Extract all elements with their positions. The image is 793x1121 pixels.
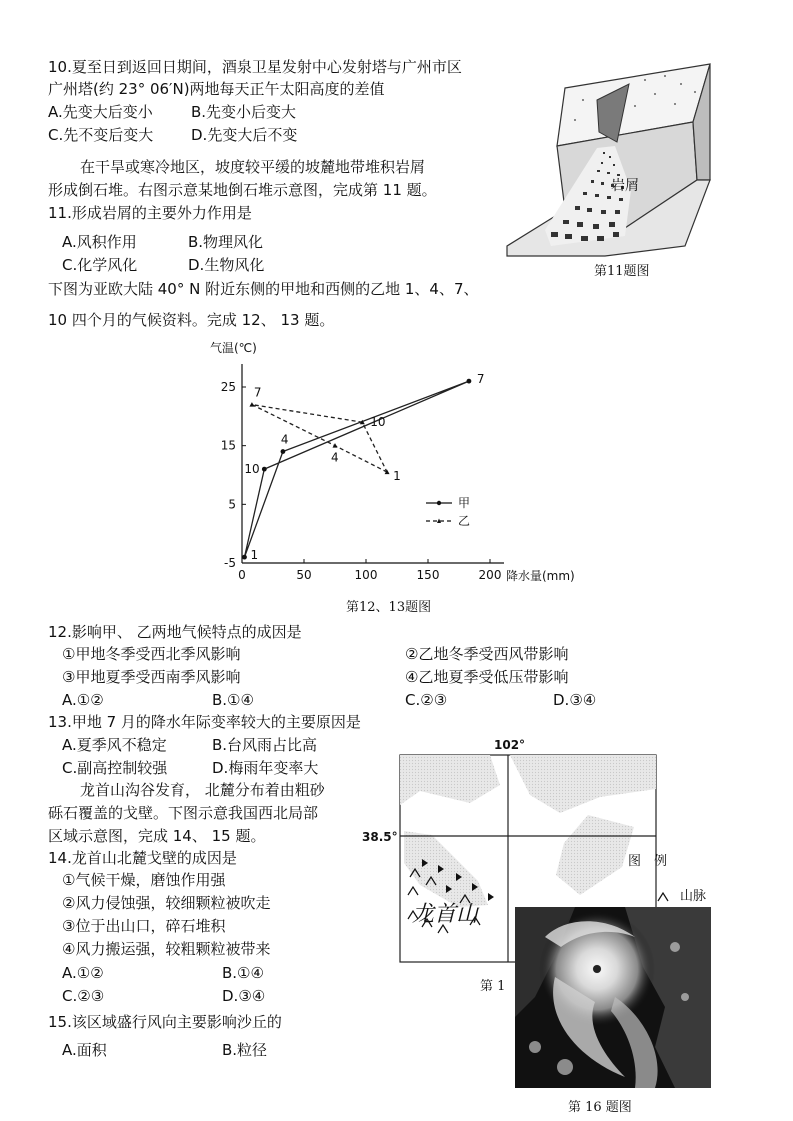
passage11-line1: 在干旱或寒冷地区，坡度较平缓的坡麓地带堆积岩屑 [80,158,426,176]
x-tick-label: 50 [296,568,312,582]
q13-option-c: C.副高控制较强 [62,759,168,777]
q14-statement-2: ②风力侵蚀强，较细颗粒被吹走 [62,894,271,912]
passage12-line2: 10 四个月的气候资料。完成 12、 13 题。 [48,311,335,329]
scree-label: 岩屑 [611,178,639,194]
data-point-triangle [249,402,254,407]
q13-option-a: A.夏季风不稳定 [62,736,167,754]
q11-option-c: C.化学风化 [62,256,138,274]
q14-option-a: A.①② [62,964,104,982]
data-point-dot [262,467,267,472]
month-label: 4 [280,432,289,447]
mountain-name: 龙首山 [412,902,479,927]
climate-chart [200,338,600,598]
q10-option-c: C.先不变后变大 [48,126,154,144]
legend-marker [437,501,441,505]
fig16-caption: 第 16 题图 [568,1100,632,1115]
q14-statement-4: ④风力搬运强，较粗颗粒被带来 [62,940,271,958]
longitude-label: 102° [494,738,526,752]
passage14-line2: 砾石覆盖的戈壁。下图示意我国西北局部 [48,804,319,822]
data-point-dot [281,449,286,454]
typhoon-satellite-image [515,907,711,1088]
month-label: 4 [331,450,339,465]
y-tick-label: 25 [220,380,236,394]
q12-statement-3: ③甲地夏季受西南季风影响 [62,668,241,686]
q13-stem: 13.甲地 7 月的降水年际变率较大的主要原因是 [48,713,361,731]
legend-label: 乙 [458,514,471,528]
passage11-line2: 形成倒石堆。右图示意某地倒石堆示意图，完成第 11 题。 [48,181,437,199]
series-line-jia [244,381,471,557]
month-label: 10 [244,462,260,477]
q10-option-a: A.先变大后变小 [48,103,153,121]
x-axis-title: 降水量(mm) [506,569,575,583]
legend-mountain-symbol [658,893,668,901]
month-label: 1 [250,548,259,563]
x-tick-label: 150 [416,568,440,582]
map-caption-partial: 第 1 [480,979,506,994]
q12-stem: 12.影响甲、 乙两地气候特点的成因是 [48,623,302,641]
q12-option-b: B.①④ [212,691,254,709]
q14-option-b: B.①④ [222,964,264,982]
q14-option-d: D.③④ [222,987,266,1005]
q13-option-b: B.台风雨占比高 [212,736,318,754]
month-label: 1 [393,469,401,484]
q11-option-a: A.风积作用 [62,233,137,251]
q11-option-b: B.物理风化 [188,233,264,251]
q14-statement-1: ①气候干燥，磨蚀作用强 [62,871,226,889]
scree-cone-illustration [505,60,717,260]
q12-statement-2: ②乙地冬季受西风带影响 [405,645,569,663]
q14-stem: 14.龙首山北麓戈壁的成因是 [48,849,237,867]
q13-option-d: D.梅雨年变率大 [212,759,319,777]
x-tick-label: 100 [354,568,378,582]
fig11-caption: 第11题图 [594,264,650,279]
legend-label: 甲 [458,496,471,510]
q15-option-b: B.粒径 [222,1041,268,1059]
q12-option-a: A.①② [62,691,104,709]
passage14-line1: 龙首山沟谷发育， 北麓分布着由粗砂 [80,781,325,799]
passage14-line3: 区域示意图，完成 14、 15 题。 [48,827,266,845]
q10-stem-line2: 广州塔(约 23° 06′N)两地每天正午太阳高度的差值 [48,80,385,98]
data-point-dot [467,379,472,384]
q14-statement-3: ③位于出山口，碎石堆积 [62,917,226,935]
legend-mountain-label: 山脉 [680,889,707,904]
q11-stem: 11.形成岩屑的主要外力作用是 [48,204,252,222]
q12-statement-1: ①甲地冬季受西北季风影响 [62,645,241,663]
y-tick-label: -5 [224,556,236,570]
data-point-triangle [333,443,338,448]
y-axis-title: 气温(℃) [210,341,257,355]
x-tick-label: 200 [478,568,502,582]
y-tick-label: 5 [228,497,236,512]
q12-statement-4: ④乙地夏季受低压带影响 [405,668,569,686]
q10-option-d: D.先变大后不变 [191,126,298,144]
passage12-line1: 下图为亚欧大陆 40° N 附近东侧的甲地和西侧的乙地 1、4、7、 [48,280,479,298]
q11-option-d: D.生物风化 [188,256,265,274]
q15-option-a: A.面积 [62,1041,107,1059]
month-label: 7 [476,372,485,387]
month-label: 7 [253,385,262,400]
q14-option-c: C.②③ [62,987,105,1005]
chart-caption: 第12、13题图 [346,600,432,615]
q12-option-d: D.③④ [553,691,597,709]
latitude-label: 38.5° [362,830,398,844]
y-tick-label: 15 [220,438,236,453]
data-point-dot [242,555,247,560]
q10-option-b: B.先变小后变大 [191,103,297,121]
month-label: 10 [370,415,386,430]
q12-option-c: C.②③ [405,691,448,709]
q10-stem-line1: 10.夏至日到返回日期间，酒泉卫星发射中心发射塔与广州市区 [48,58,462,76]
legend-title: 图 例 [628,854,668,869]
q15-stem: 15.该区域盛行风向主要影响沙丘的 [48,1013,282,1031]
x-tick-label: 0 [238,568,246,582]
